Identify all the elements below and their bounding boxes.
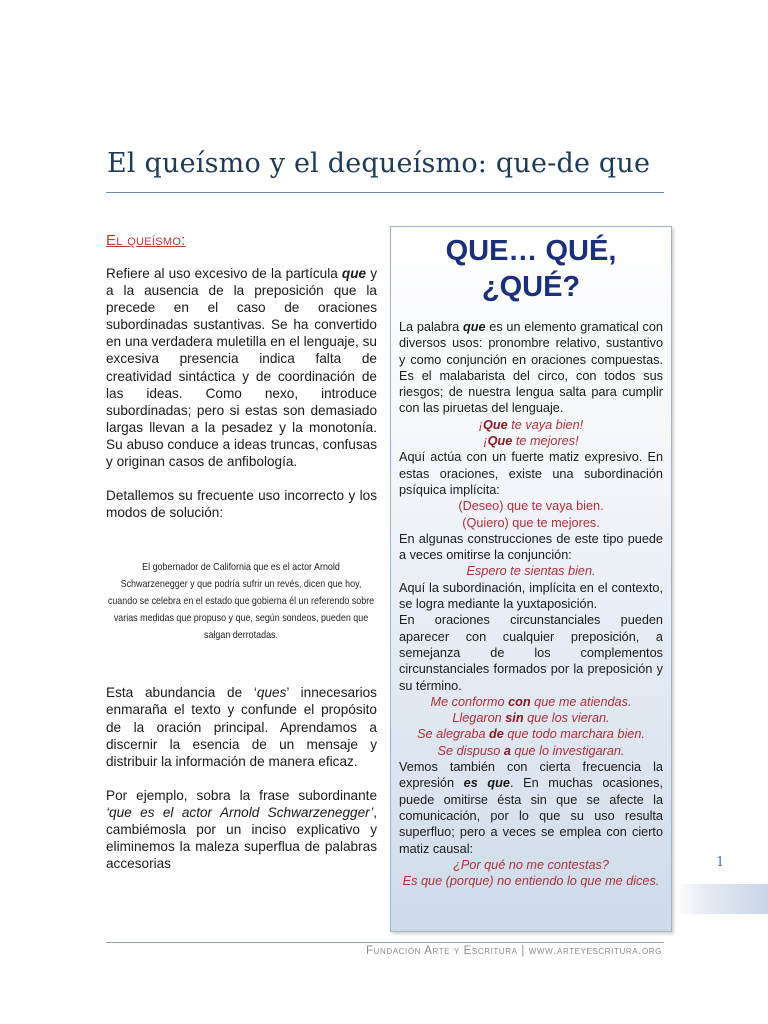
sidebar-panel: [390, 226, 672, 932]
panel-example: Se dispuso a que lo investigaran.: [437, 743, 625, 758]
footer-text: Fundación Arte y Escritura | www.arteyescritura.org: [365, 945, 662, 957]
title-divider: [106, 192, 664, 193]
panel-paragraph: La palabra que es un elemento gramatical con diversos usos: pronombre relativo, sustantivo y como conjunción en oraciones compuestas. Es el malabarista del circo, con todos sus riesgos; de nuestra lengua salta para cumplir con las piruetas del lenguaje.: [399, 320, 663, 416]
panel-paragraph: Aquí actúa con un fuerte matiz expresivo. En estas oraciones, existe una subordinación psíquica implícita:: [399, 450, 663, 497]
panel-example: ¡Que te mejores!: [483, 434, 579, 449]
panel-example: Es que (porque) no entiendo lo que me dices.: [402, 874, 660, 889]
paragraph-analysis: Esta abundancia de ‘ques’ innecesarios enmaraña el texto y confunde el propósito de la oración principal. Aprendamos a discernir la esencia de un mensaje y distribuir la información de manera eficaz.: [106, 685, 377, 769]
main-column: [106, 232, 377, 889]
paragraph-example: Por ejemplo, sobra la frase subordinante ‘que es el actor Arnold Schwarzenegger’, cambiémosla por un inciso explicativo y eliminemos la maleza superflua de palabras accesorias: [106, 787, 377, 872]
panel-paragraph: En oraciones circunstanciales pueden aparecer con cualquier preposición, a semejanza de los complementos circunstanciales formados por la preposición y su término.: [399, 613, 663, 693]
panel-example: Me conformo con que me atiendas.: [430, 694, 632, 709]
panel-paragraph: Aquí la subordinación, implícita en el contexto, se logra mediante la yuxtaposición.: [399, 580, 663, 612]
example-quote: El gobernador de California que es el actor Arnold Schwarzenegger y que podría sufrir un revés, dicen que hoy, cuando se celebra en el estado que gobierna él un referendo sobre varias medidas que propuso y que, según sondeos, pueden que salgan derrotadas.: [107, 562, 375, 642]
document-title: El queísmo y el dequeísmo: que-de que: [107, 148, 651, 179]
panel-example: ¡Que te vaya bien!: [478, 417, 584, 432]
panel-paragraph: Vemos también con cierta frecuencia la expresión es que. En muchas ocasiones, puede omitirse ésta sin que se afecte la comunicación, por lo que su uso resulta superfluo; pero a veces se emplea con cierto matiz causal:: [399, 760, 663, 856]
panel-example: (Quiero) que te mejores.: [462, 515, 600, 530]
panel-example: Llegaron sin que los vieran.: [452, 711, 610, 726]
paragraph-definition: Refiere al uso excesivo de la partícula que y a la ausencia de la preposición que la precede en el caso de oraciones subordinadas sustantivas. Se ha convertido en una verdadera muletilla en el lenguaje, su excesiva presencia indica falta de creatividad sintáctica y de coordinación de las ideas. Como nexo, introduce subordinadas; pero si estas son demasiado largas llevan a la pesadez y la monotonía. Su abuso conduce a ideas truncas, confusas y originan casos de anfibología.: [106, 266, 377, 470]
page-number: 1: [716, 855, 725, 870]
panel-example: ¿Por qué no me contestas?: [453, 857, 609, 872]
panel-body: [399, 319, 663, 889]
panel-example: Se alegraba de que todo marchara bien.: [417, 727, 645, 742]
footer-divider: [106, 942, 664, 943]
panel-example: Espero te sientas bien.: [466, 564, 596, 579]
panel-example: (Deseo) que te vaya bien.: [458, 499, 604, 514]
panel-title: QUE… QUÉ, ¿QUÉ?: [445, 235, 617, 303]
page-tab-decoration: [676, 884, 768, 914]
section-heading: El queísmo:: [106, 232, 186, 249]
paragraph-intro: Detallemos su frecuente uso incorrecto y los modos de solución:: [106, 488, 377, 521]
panel-paragraph: En algunas construcciones de este tipo puede a veces omitirse la conjunción:: [399, 531, 663, 563]
